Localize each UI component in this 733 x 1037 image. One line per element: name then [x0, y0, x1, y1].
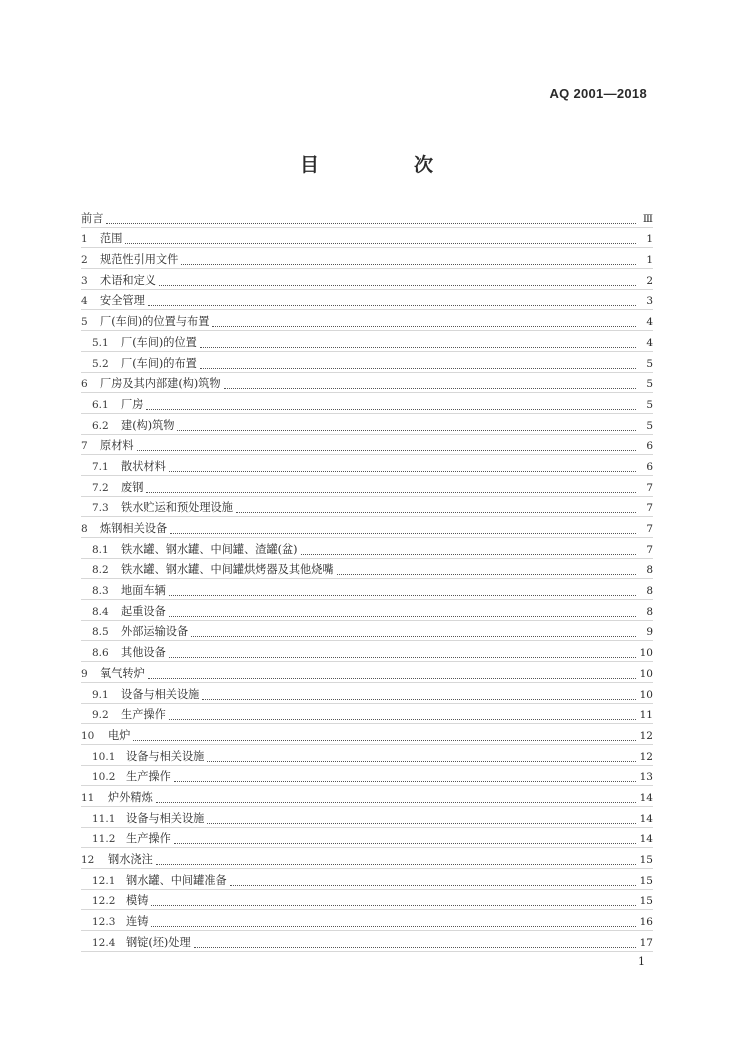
toc-entry-page: 8: [646, 605, 653, 618]
toc-entry[interactable]: [81, 559, 653, 580]
toc-entry-page: 10: [639, 667, 653, 680]
table-of-contents: [81, 207, 653, 952]
toc-entry-page: 16: [639, 916, 653, 929]
toc-entry-page: 8: [646, 585, 653, 598]
toc-entry-title: 厂房及其内部建(构)筑物: [100, 377, 221, 391]
toc-entry-number: 7.1: [92, 460, 109, 473]
toc-entry-page: 14: [639, 791, 653, 804]
toc-leader-dots: [174, 831, 636, 844]
toc-entry-number: 7.2: [92, 481, 109, 494]
toc-entry-title: 生产操作: [121, 708, 166, 722]
toc-entry-title: 厂(车间)的位置: [121, 335, 197, 349]
toc-entry-number: 11.1: [92, 812, 116, 825]
toc-entry-title: 厂(车间)的布置: [121, 356, 197, 370]
toc-entry-number: 11: [81, 791, 95, 804]
toc-leader-dots: [133, 728, 636, 741]
toc-leader-dots: [207, 811, 636, 824]
toc-leader-dots: [151, 893, 636, 906]
toc-entry-number: 10: [81, 729, 95, 742]
toc-entry-page: 10: [639, 688, 653, 701]
toc-leader-dots: [207, 749, 636, 762]
toc-entry-title: 厂房: [121, 397, 144, 411]
toc-entry-page: 7: [646, 543, 653, 556]
toc-entry-page: 7: [646, 502, 653, 515]
toc-entry[interactable]: [81, 228, 653, 249]
toc-leader-dots: [170, 521, 636, 534]
toc-entry-page: 3: [646, 295, 653, 308]
toc-entry-number: 9.1: [92, 688, 109, 701]
toc-entry-page: 9: [646, 626, 653, 639]
toc-entry[interactable]: [81, 704, 653, 725]
toc-entry-page: 14: [639, 812, 653, 825]
toc-entry-number: 8.3: [92, 585, 109, 598]
toc-entry[interactable]: [81, 455, 653, 476]
toc-entry[interactable]: [81, 600, 653, 621]
toc-entry-title: 设备与相关设施: [126, 749, 205, 763]
toc-leader-dots: [174, 769, 636, 782]
toc-leader-dots: [159, 273, 636, 286]
toc-entry-title: 术语和定义: [100, 273, 156, 287]
toc-entry-number: 12: [81, 854, 95, 866]
toc-leader-dots: [146, 397, 636, 410]
toc-entry-number: 12.1: [92, 874, 116, 887]
toc-entry-page: 12: [639, 729, 653, 742]
toc-entry[interactable]: [81, 910, 653, 931]
toc-leader-dots: [169, 604, 636, 617]
toc-entry-number: 8.6: [92, 647, 109, 660]
toc-entry[interactable]: [81, 517, 653, 538]
toc-entry-title: 其他设备: [121, 646, 166, 660]
toc-entry-page: Ⅲ: [642, 212, 653, 225]
toc-entry-number: 10.1: [92, 750, 116, 763]
toc-entry[interactable]: [81, 435, 653, 456]
toc-leader-dots: [301, 542, 636, 555]
toc-entry[interactable]: [81, 724, 653, 745]
toc-entry[interactable]: [81, 393, 653, 414]
toc-entry-title: 铁水罐、钢水罐、中间罐、渣罐(盆): [121, 542, 298, 556]
toc-leader-dots: [151, 914, 636, 927]
toc-entry-title: 氧气转炉: [100, 666, 145, 680]
toc-entry-page: 15: [639, 895, 653, 908]
toc-entry[interactable]: [81, 890, 653, 911]
toc-entry[interactable]: [81, 641, 653, 662]
toc-entry-page: 12: [639, 750, 653, 763]
toc-entry-page: 5: [646, 419, 653, 432]
toc-entry-page: 2: [646, 274, 653, 287]
toc-entry[interactable]: [81, 807, 653, 828]
toc-entry-page: 7: [646, 481, 653, 494]
toc-entry[interactable]: [81, 931, 653, 952]
toc-entry-title: 模铸: [126, 894, 149, 908]
toc-entry-page: 5: [646, 378, 653, 391]
toc-leader-dots: [224, 376, 636, 389]
toc-entry-page: 15: [639, 854, 653, 866]
toc-entry-title: 建(构)筑物: [121, 418, 175, 432]
toc-entry-title: 设备与相关设施: [121, 687, 200, 701]
toc-leader-dots: [200, 356, 636, 369]
toc-entry-title: 钢水罐、中间罐准备: [126, 873, 227, 887]
toc-entry-number: 8.1: [92, 543, 109, 556]
toc-entry[interactable]: [81, 207, 653, 228]
standard-code: AQ 2001—2018: [549, 86, 647, 101]
toc-leader-dots: [181, 252, 636, 265]
toc-entry-page: 4: [646, 316, 653, 329]
toc-entry[interactable]: [81, 352, 653, 373]
toc-entry-title: 铁水贮运和预处理设施: [121, 501, 233, 515]
toc-leader-dots: [156, 852, 636, 865]
toc-entry-number: 3: [81, 274, 88, 287]
toc-leader-dots: [106, 211, 636, 224]
toc-entry-page: 8: [646, 564, 653, 577]
toc-entry-number: 1: [81, 233, 88, 246]
toc-entry[interactable]: [81, 373, 653, 394]
toc-entry-number: 8.2: [92, 564, 109, 577]
toc-entry-number: 9: [81, 667, 88, 680]
toc-entry[interactable]: [81, 766, 653, 787]
toc-leader-dots: [156, 790, 636, 803]
toc-entry-number: 8.4: [92, 605, 109, 618]
toc-entry-title: 散状材料: [121, 459, 166, 473]
toc-entry-title: 钢锭(坯)处理: [126, 935, 191, 949]
toc-entry-page: 14: [639, 833, 653, 846]
toc-entry-page: 15: [639, 874, 653, 887]
toc-leader-dots: [194, 935, 636, 948]
toc-entry-number: 5: [81, 316, 88, 329]
toc-entry-title: 规范性引用文件: [100, 253, 179, 267]
toc-entry-page: 5: [646, 398, 653, 411]
toc-entry-number: 6: [81, 378, 88, 391]
toc-entry-title: 范围: [100, 232, 123, 246]
toc-entry-number: 10.2: [92, 771, 116, 784]
toc-entry[interactable]: [81, 745, 653, 766]
toc-entry[interactable]: [81, 497, 653, 518]
toc-leader-dots: [202, 687, 636, 700]
toc-entry-title: 原材料: [100, 439, 134, 453]
toc-leader-dots: [169, 583, 636, 596]
toc-entry[interactable]: [81, 248, 653, 269]
toc-entry[interactable]: [81, 662, 653, 683]
toc-entry[interactable]: [81, 848, 653, 869]
toc-entry-title: 废钢: [121, 480, 144, 494]
toc-entry-page: 7: [646, 523, 653, 535]
toc-entry-title: 地面车辆: [121, 584, 166, 598]
toc-entry-page: 1: [646, 233, 653, 246]
toc-entry-number: 12.4: [92, 936, 116, 949]
toc-entry[interactable]: [81, 786, 653, 807]
page-number: 1: [638, 955, 645, 968]
toc-entry-page: 10: [639, 647, 653, 660]
toc-entry[interactable]: [81, 269, 653, 290]
toc-leader-dots: [191, 624, 636, 637]
page-title: 目 次: [299, 154, 471, 176]
toc-leader-dots: [148, 293, 636, 306]
toc-entry-title: 炼钢相关设备: [100, 522, 168, 535]
toc-entry-title: 起重设备: [121, 604, 166, 618]
toc-entry-title: 前言: [81, 211, 104, 225]
toc-entry-title: 厂(车间)的位置与布置: [100, 315, 210, 329]
toc-entry-title: 安全管理: [100, 294, 145, 308]
toc-leader-dots: [148, 666, 636, 679]
toc-entry[interactable]: [81, 683, 653, 704]
toc-entry-title: 铁水罐、钢水罐、中间罐烘烤器及其他烧嘴: [121, 563, 334, 577]
toc-entry-number: 8: [81, 523, 88, 535]
toc-entry[interactable]: [81, 579, 653, 600]
toc-entry-number: 7.3: [92, 502, 109, 515]
toc-entry-number: 9.2: [92, 709, 109, 722]
toc-entry-number: 12.2: [92, 895, 116, 908]
toc-entry-number: 2: [81, 254, 88, 267]
toc-entry-number: 7: [81, 440, 88, 453]
toc-leader-dots: [200, 335, 636, 348]
toc-entry-title: 电炉: [108, 728, 131, 742]
toc-entry-page: 6: [646, 440, 653, 453]
toc-leader-dots: [212, 314, 636, 327]
toc-entry-number: 8.5: [92, 626, 109, 639]
toc-entry-page: 11: [639, 709, 653, 722]
toc-entry-number: 11.2: [92, 833, 116, 846]
toc-entry-title: 钢水浇注: [108, 853, 153, 866]
toc-entry[interactable]: [81, 414, 653, 435]
toc-leader-dots: [169, 707, 636, 720]
toc-leader-dots: [169, 459, 636, 472]
toc-entry-title: 生产操作: [126, 770, 171, 784]
toc-leader-dots: [146, 480, 636, 493]
toc-leader-dots: [236, 500, 636, 513]
toc-leader-dots: [337, 562, 636, 575]
toc-entry-page: 6: [646, 460, 653, 473]
toc-entry-number: 5.1: [92, 336, 109, 349]
toc-leader-dots: [137, 438, 636, 451]
toc-entry-number: 5.2: [92, 357, 109, 370]
toc-leader-dots: [230, 873, 636, 886]
toc-entry-number: 12.3: [92, 916, 116, 929]
toc-entry-title: 炉外精炼: [108, 790, 153, 804]
toc-entry-number: 6.1: [92, 398, 109, 411]
toc-entry-title: 连铸: [126, 915, 149, 929]
toc-entry-title: 设备与相关设施: [126, 811, 205, 825]
toc-entry-title: 外部运输设备: [121, 625, 189, 639]
toc-leader-dots: [177, 418, 636, 431]
toc-entry[interactable]: [81, 310, 653, 331]
toc-entry-number: 6.2: [92, 419, 109, 432]
toc-entry[interactable]: [81, 621, 653, 642]
toc-entry[interactable]: [81, 290, 653, 311]
toc-leader-dots: [125, 231, 636, 244]
toc-entry-page: 4: [646, 336, 653, 349]
toc-entry-page: 13: [639, 771, 653, 784]
toc-entry[interactable]: [81, 476, 653, 497]
toc-entry-page: 17: [639, 936, 653, 949]
toc-entry[interactable]: [81, 538, 653, 559]
toc-entry[interactable]: [81, 869, 653, 890]
toc-entry-title: 生产操作: [126, 832, 171, 846]
toc-leader-dots: [169, 645, 636, 658]
toc-entry-page: 5: [646, 357, 653, 370]
toc-entry-number: 4: [81, 295, 88, 308]
toc-entry[interactable]: [81, 331, 653, 352]
toc-entry-page: 1: [646, 254, 653, 267]
toc-entry[interactable]: [81, 828, 653, 849]
